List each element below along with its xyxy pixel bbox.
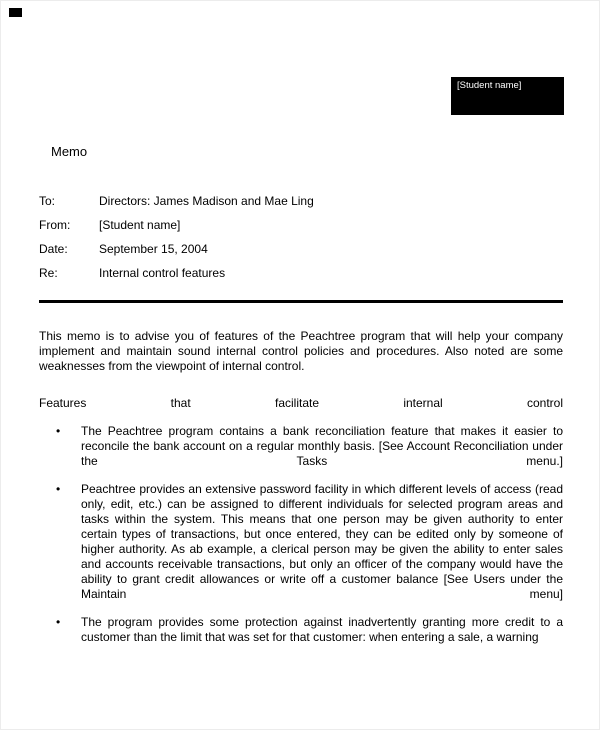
bullet-text-3: The program provides some protection against inadvertently granting more credit to a customer than the limit that was set for that customer: when entering a sale, a warning — [81, 615, 563, 644]
field-row-re — [39, 266, 563, 280]
memo-title: Memo — [51, 144, 88, 159]
field-label-re: Re: — [39, 266, 58, 280]
field-label-date: Date: — [39, 242, 68, 256]
field-value-to: Directors: James Madison and Mae Ling — [99, 194, 314, 208]
bullet-icon: • — [56, 482, 61, 496]
bullet-text-2: Peachtree provides an extensive password facility in which different levels of access (read only, edit, etc.) can be assigned to different individuals for selected program areas and tasks within the system. This means that one person may be given authority to enter certain types of transactions, but once entered, they can be edited only by someone of higher authority. As ab example, a clerical person may be given the ability to enter sales and accounts receivable transactions, but only an officer of the company would have the ability to grant credit allowances or write off a customer balance [See Users under the Maintain menu] — [81, 482, 563, 601]
field-value-date: September 15, 2004 — [99, 242, 208, 256]
corner-mark — [9, 8, 22, 17]
field-row-from — [39, 218, 563, 232]
section-heading: Features that facilitate internal control — [39, 396, 563, 410]
intro-paragraph: This memo is to advise you of features of the Peachtree program that will help your company implement and maintain sound internal control policies and procedures. Also noted are some weaknesses from the viewpoint of internal control. — [39, 329, 563, 373]
field-label-from: From: — [39, 218, 71, 232]
list-item — [39, 424, 563, 469]
list-item — [39, 482, 563, 602]
field-row-to — [39, 194, 563, 208]
bullet-icon: • — [56, 424, 61, 438]
field-value-re: Internal control features — [99, 266, 226, 280]
divider-rule — [39, 300, 563, 303]
bullet-text-1: The Peachtree program contains a bank reconciliation feature that makes it easier to reconcile the bank account on a regular monthly basis. [See Account Reconciliation under the Tasks menu.] — [81, 424, 563, 468]
field-label-to: To: — [39, 194, 56, 208]
field-row-date — [39, 242, 563, 256]
bullet-list — [39, 424, 563, 645]
memo-header-fields — [39, 194, 563, 290]
student-name-label: [Student name] — [457, 80, 522, 91]
bullet-icon: • — [56, 615, 61, 629]
field-value-from: [Student name] — [99, 218, 181, 232]
student-name-box — [451, 77, 564, 115]
list-item — [39, 615, 563, 645]
memo-body — [39, 329, 563, 645]
